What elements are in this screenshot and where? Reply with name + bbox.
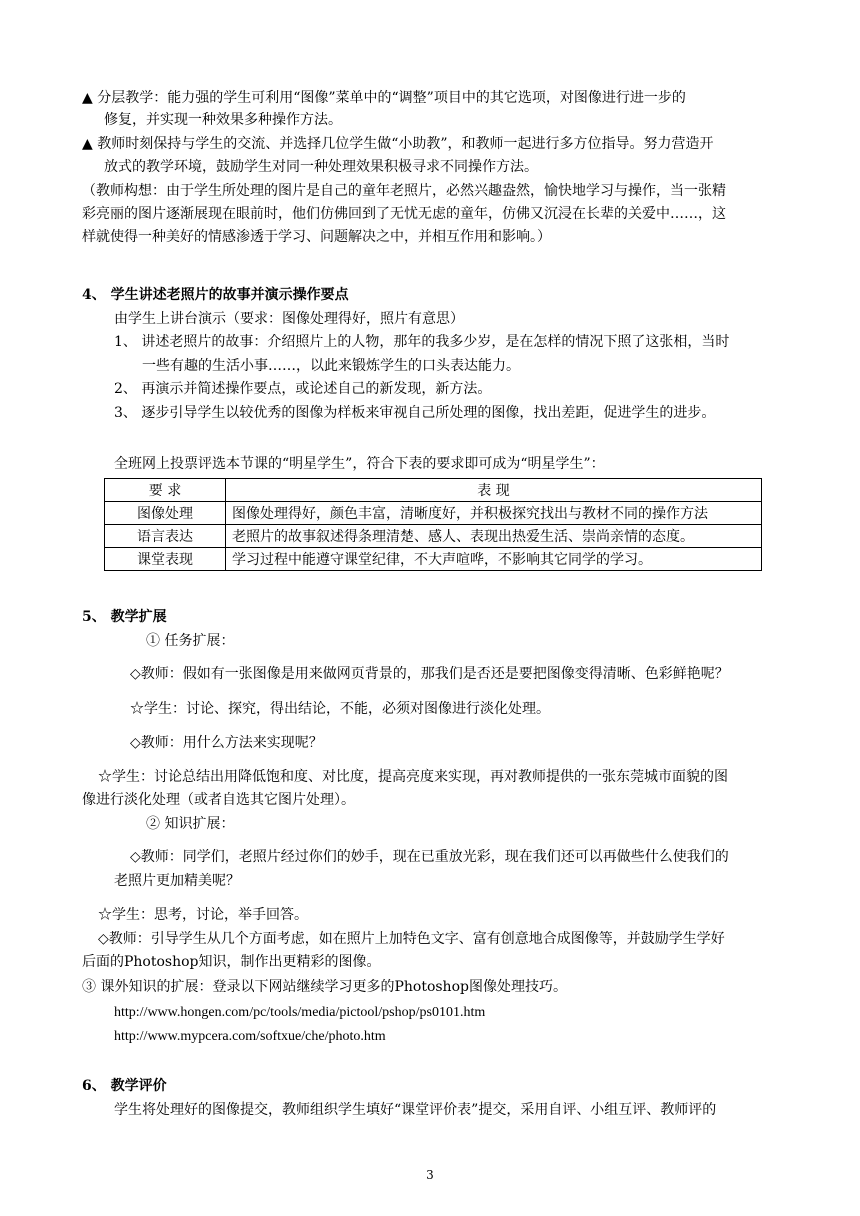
column-header: 表 现	[226, 479, 762, 502]
dialogue-student: ☆学生：思考，讨论，举手回答。	[98, 907, 308, 923]
table-cell: 老照片的故事叙述得条理清楚、感人、表现出热爱生活、崇尚亲情的态度。	[226, 525, 762, 548]
subheading-extra-knowledge: ③ 课外知识的扩展：登录以下网站继续学习更多的Photoshop图像处理技巧。	[82, 979, 567, 995]
link-mypcera[interactable]: http://www.mypcera.com/softxue/che/photo.htm	[114, 1029, 386, 1044]
list-item-continued: 一些有趣的生活小事……，以此来锻炼学生的口头表达能力。	[142, 358, 520, 374]
list-item: 2、 再演示并简述操作要点，或论述自己的新发现，新方法。	[114, 381, 492, 397]
paragraph-line: 学生将处理好的图像提交，教师组织学生填好“课堂评价表”提交，采用自评、小组互评、教师评的	[114, 1102, 717, 1118]
table-row	[105, 548, 762, 571]
paragraph-line: 样就使得一种美好的情感渗透于学习、问题解决之中，并相互作用和影响。）	[82, 229, 551, 245]
paragraph-line: 像进行淡化处理（或者自选其它图片处理）。	[82, 792, 355, 808]
list-item: 1、 讲述老照片的故事：介绍照片上的人物，那年的我多少岁，是在怎样的情况下照了这张相，当时	[114, 334, 730, 350]
paragraph-line: 放式的教学环境，鼓励学生对同一种处理效果积极寻求不同操作方法。	[104, 159, 538, 175]
vote-intro: 全班网上投票评选本节课的“明星学生”，符合下表的要求即可成为“明星学生”：	[114, 456, 605, 472]
dialogue-teacher: ◇教师：同学们，老照片经过你们的妙手，现在已重放光彩，现在我们还可以再做些什么使我们的	[130, 849, 729, 865]
paragraph-teacher-interaction: ▲ 教师时刻保持与学生的交流、并选择几位学生做“小助教”，和教师一起进行多方位指导。努力营造开	[82, 136, 714, 152]
section-heading-6: 6、 教学评价	[82, 1078, 167, 1094]
subheading-knowledge-extension: ② 知识扩展：	[146, 816, 235, 832]
dialogue-teacher: ◇教师：假如有一张图像是用来做网页背景的，那我们是否还是要把图像变得清晰、色彩鲜艳呢？	[130, 666, 729, 682]
paragraph-line: 修复，并实现一种效果多种操作方法。	[104, 112, 342, 128]
table-header-row	[105, 479, 762, 502]
star-student-requirements-table	[104, 478, 762, 571]
section-heading-5: 5、 教学扩展	[82, 609, 167, 625]
subheading-task-extension: ① 任务扩展：	[146, 633, 235, 649]
table-row	[105, 525, 762, 548]
table-cell: 语言表达	[105, 525, 226, 548]
table-row	[105, 502, 762, 525]
page-number: 3	[426, 1168, 434, 1182]
paragraph-line: 后面的Photoshop知识，制作出更精彩的图像。	[82, 954, 381, 970]
dialogue-teacher: ◇教师：引导学生从几个方面考虑，如在照片上加特色文字、富有创意地合成图像等，并鼓励学生学好	[98, 931, 725, 947]
section-heading-4: 4、 学生讲述老照片的故事并演示操作要点	[82, 287, 349, 303]
paragraph-line: 由学生上讲台演示（要求：图像处理得好，照片有意思）	[114, 311, 464, 327]
dialogue-teacher: ◇教师：用什么方法来实现呢？	[130, 735, 323, 751]
list-item: 3、 逐步引导学生以较优秀的图像为样板来审视自己所处理的图像，找出差距，促进学生的进步。	[114, 405, 716, 421]
paragraph-teacher-concept: （教师构想：由于学生所处理的图片是自己的童年老照片，必然兴趣盎然，愉快地学习与操作，当一张精	[82, 183, 726, 199]
table-cell: 课堂表现	[105, 548, 226, 571]
dialogue-student: ☆学生：讨论、探究，得出结论，不能，必须对图像进行淡化处理。	[130, 701, 550, 717]
table-cell: 学习过程中能遵守课堂纪律，不大声喧哗，不影响其它同学的学习。	[226, 548, 762, 571]
paragraph-line: 彩亮丽的图片逐渐展现在眼前时，他们仿佛回到了无忧无虑的童年，仿佛又沉浸在长辈的关爱中……，这	[82, 206, 726, 222]
column-header: 要 求	[105, 479, 226, 502]
table-cell: 图像处理	[105, 502, 226, 525]
paragraph-tiered-teaching: ▲ 分层教学：能力强的学生可利用“图像”菜单中的“调整”项目中的其它选项，对图像进行进一步的	[82, 90, 686, 106]
link-hongen[interactable]: http://www.hongen.com/pc/tools/media/pictool/pshop/ps0101.htm	[114, 1005, 486, 1020]
table-cell: 图像处理得好，颜色丰富，清晰度好，并积极探究找出与教材不同的操作方法	[226, 502, 762, 525]
paragraph-line: 老照片更加精美呢？	[114, 873, 240, 889]
dialogue-student: ☆学生：讨论总结出用降低饱和度、对比度，提高亮度来实现，再对教师提供的一张东莞城市面貌的图	[98, 769, 728, 785]
